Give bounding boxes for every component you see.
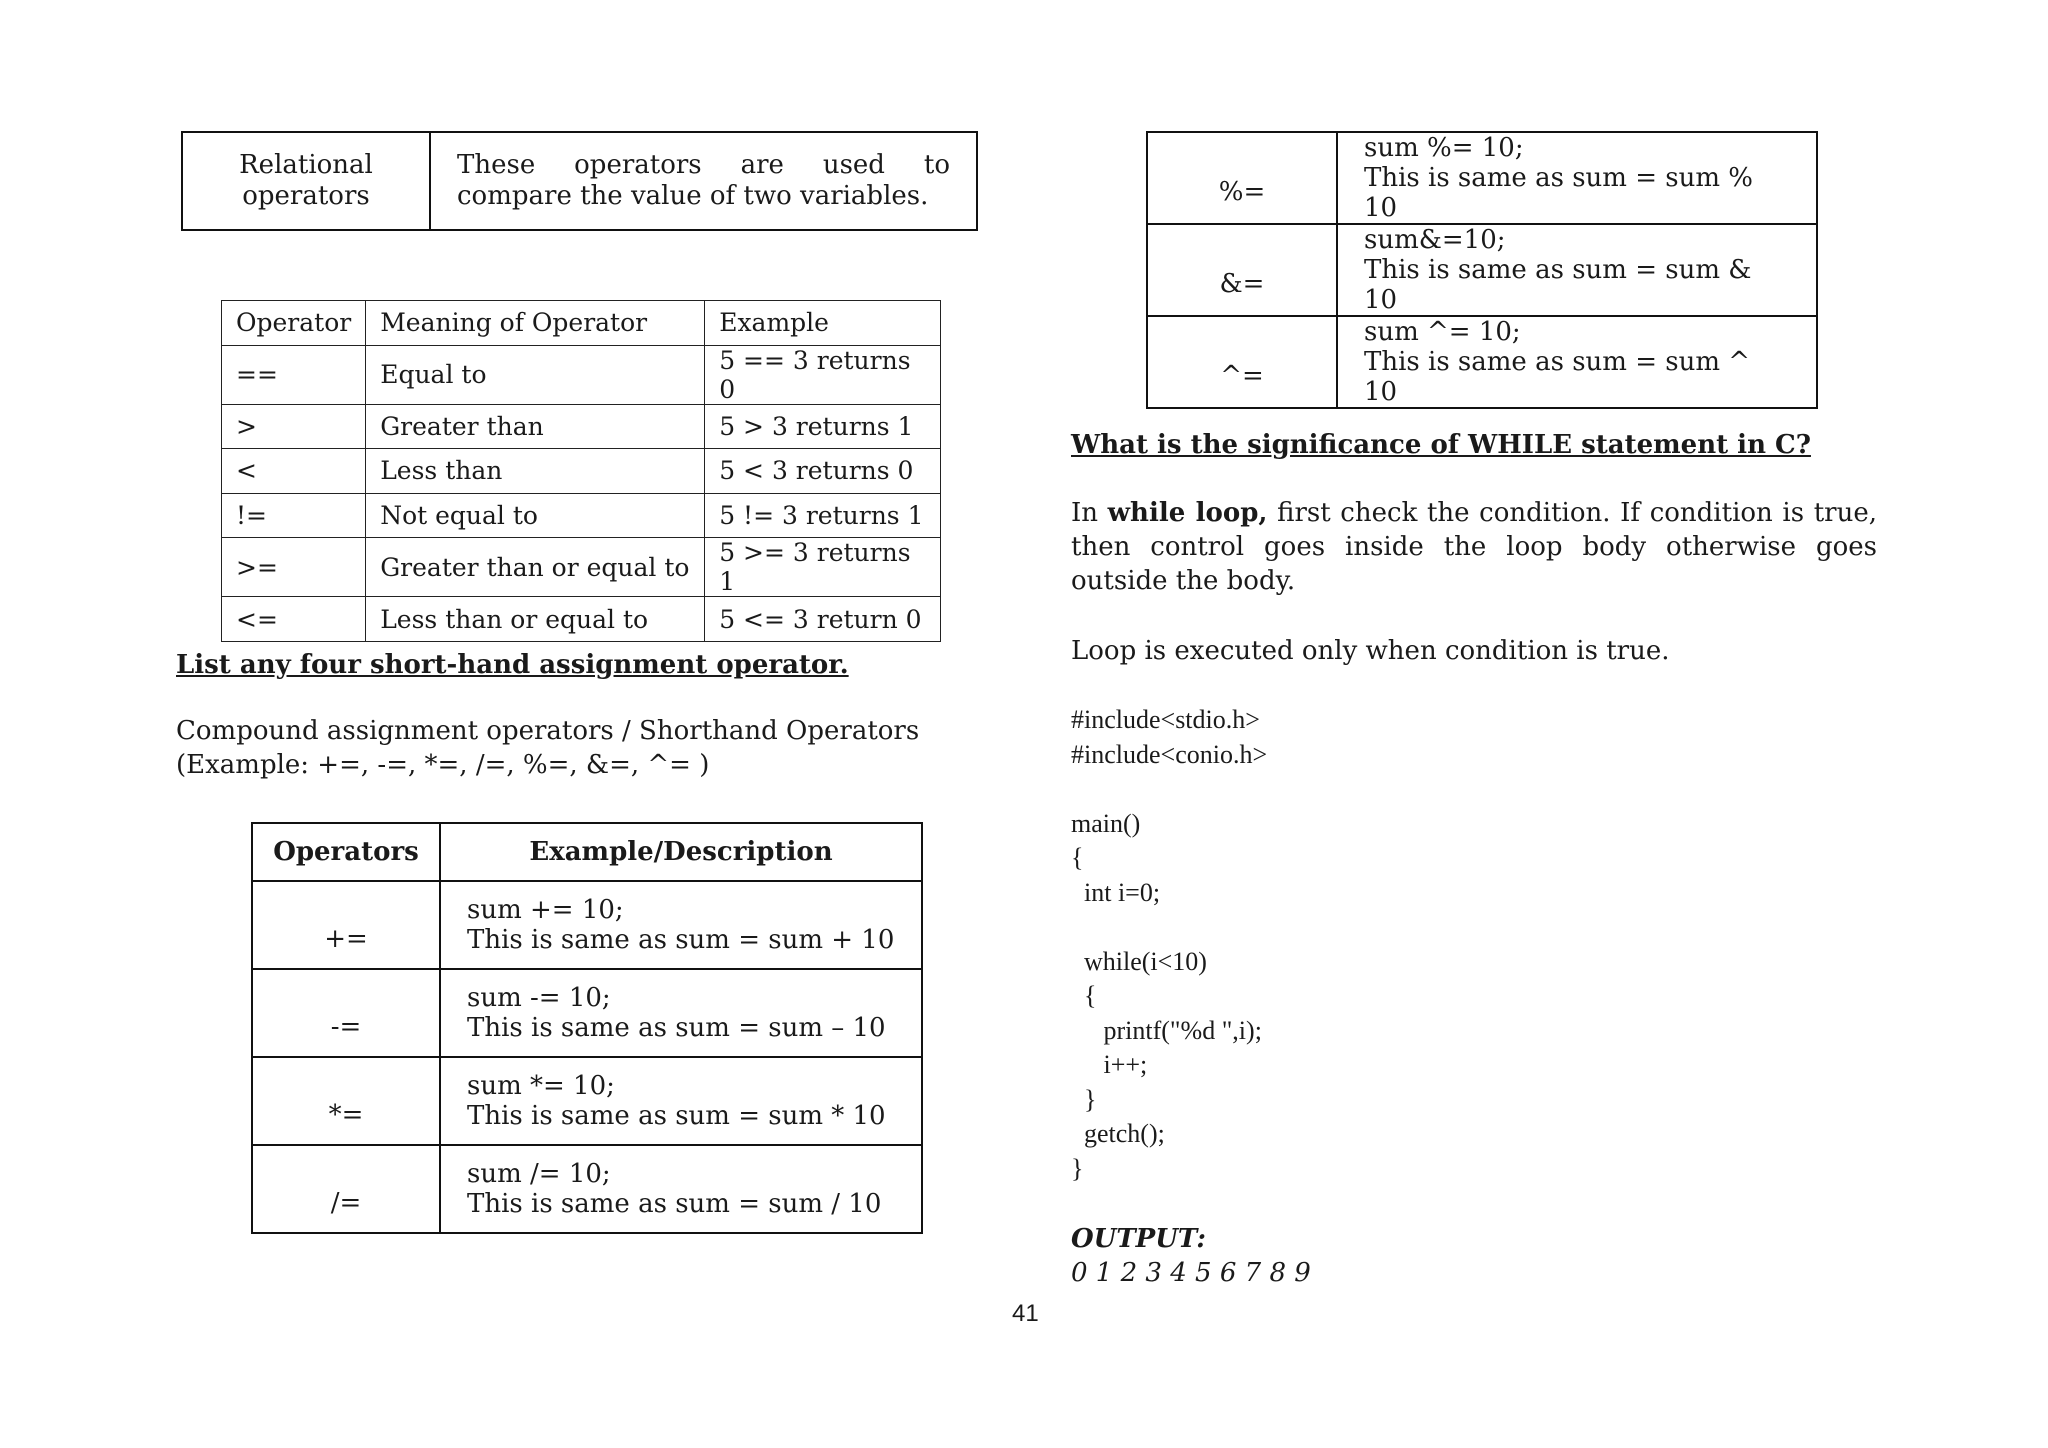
while-loop-term: while loop, [1107, 498, 1268, 528]
para-rest: first check the condition. If condition is true, then control goes inside the loop body otherwise goes outside the body. [1071, 498, 1877, 596]
table-row [1147, 224, 1817, 316]
header-cell: Meaning of Operator [366, 301, 705, 346]
meaning-cell: Greater than or equal to [366, 538, 705, 597]
example-cell: 5 < 3 returns 0 [705, 449, 941, 494]
para-prefix: In [1071, 498, 1108, 528]
table-row [252, 1145, 922, 1233]
table-row [222, 404, 941, 449]
table-header-row [252, 823, 922, 881]
relational-operators-box [181, 131, 978, 231]
operator-cell: %= [1147, 132, 1337, 224]
header-cell: Example/Description [440, 823, 922, 881]
table-row [252, 1057, 922, 1145]
table-row [222, 449, 941, 494]
table-row [252, 969, 922, 1057]
operator-cell: ^= [1147, 316, 1337, 408]
relational-term: Relational operators [182, 132, 430, 230]
shorthand-operator-table [251, 822, 923, 1234]
operator-cell: -= [252, 969, 440, 1057]
description-line: This is same as sum = sum * 10 [467, 1101, 886, 1131]
header-cell: Operator [222, 301, 366, 346]
example-cell: 5 <= 3 return 0 [705, 597, 941, 642]
shorthand-intro-line1: Compound assignment operators / Shorthand Operators [176, 716, 920, 746]
description-cell [1337, 132, 1817, 224]
example-cell: 5 == 3 returns 0 [705, 345, 941, 404]
shorthand-continued-table [1146, 131, 1818, 409]
shorthand-heading: List any four short-hand assignment operator. [176, 650, 849, 680]
page-number: 41 [1012, 1300, 1039, 1327]
table-row [222, 538, 941, 597]
example-line: sum %= 10; [1364, 133, 1524, 163]
shorthand-intro-line2: (Example: +=, -=, *=, /=, %=, &=, ^= ) [176, 750, 710, 780]
operator-cell: == [222, 345, 366, 404]
operator-cell: < [222, 449, 366, 494]
example-cell: 5 != 3 returns 1 [705, 493, 941, 538]
description-cell [1337, 224, 1817, 316]
relational-definition: These operators are used to compare the value of two variables. [430, 132, 977, 230]
example-cell: 5 > 3 returns 1 [705, 404, 941, 449]
description-cell [440, 1145, 922, 1233]
table-row [222, 493, 941, 538]
example-cell: 5 >= 3 returns 1 [705, 538, 941, 597]
meaning-cell: Greater than [366, 404, 705, 449]
example-line: sum += 10; [467, 895, 624, 925]
description-line: This is same as sum = sum % 10 [1364, 163, 1753, 223]
table-row [222, 597, 941, 642]
operator-cell: &= [1147, 224, 1337, 316]
description-line: This is same as sum = sum ^ 10 [1364, 347, 1751, 407]
description-cell [440, 969, 922, 1057]
meaning-cell: Equal to [366, 345, 705, 404]
table-header-row [222, 301, 941, 346]
while-paragraph [1071, 496, 1877, 598]
example-line: sum *= 10; [467, 1071, 615, 1101]
operator-cell: *= [252, 1057, 440, 1145]
table-row [222, 345, 941, 404]
example-line: sum /= 10; [467, 1159, 611, 1189]
code-sample: #include<stdio.h> #include<conio.h> main() { int i=0; while(i<10) { printf("%d ",i); i++; } getch(); } [1071, 705, 1268, 1183]
table-row [1147, 316, 1817, 408]
description-cell [1337, 316, 1817, 408]
output-label: OUTPUT: [1071, 1224, 1206, 1254]
operator-cell: /= [252, 1145, 440, 1233]
header-cell: Operators [252, 823, 440, 881]
operator-cell: <= [222, 597, 366, 642]
header-cell: Example [705, 301, 941, 346]
table-row [252, 881, 922, 969]
description-line: This is same as sum = sum & 10 [1364, 255, 1752, 315]
description-cell [440, 1057, 922, 1145]
meaning-cell: Less than or equal to [366, 597, 705, 642]
description-line: This is same as sum = sum – 10 [467, 1013, 886, 1043]
relational-operator-table [221, 300, 941, 642]
while-paragraph-2: Loop is executed only when condition is true. [1071, 636, 1670, 666]
description-line: This is same as sum = sum / 10 [467, 1189, 882, 1219]
table-row [1147, 132, 1817, 224]
output-value: 0 1 2 3 4 5 6 7 8 9 [1071, 1258, 1311, 1288]
operator-cell: != [222, 493, 366, 538]
meaning-cell: Not equal to [366, 493, 705, 538]
example-line: sum&=10; [1364, 225, 1506, 255]
description-cell [440, 881, 922, 969]
operator-cell: >= [222, 538, 366, 597]
operator-cell: > [222, 404, 366, 449]
example-line: sum ^= 10; [1364, 317, 1521, 347]
operator-cell: += [252, 881, 440, 969]
meaning-cell: Less than [366, 449, 705, 494]
example-line: sum -= 10; [467, 983, 611, 1013]
description-line: This is same as sum = sum + 10 [467, 925, 895, 955]
while-heading: What is the significance of WHILE statement in C? [1071, 430, 1811, 460]
